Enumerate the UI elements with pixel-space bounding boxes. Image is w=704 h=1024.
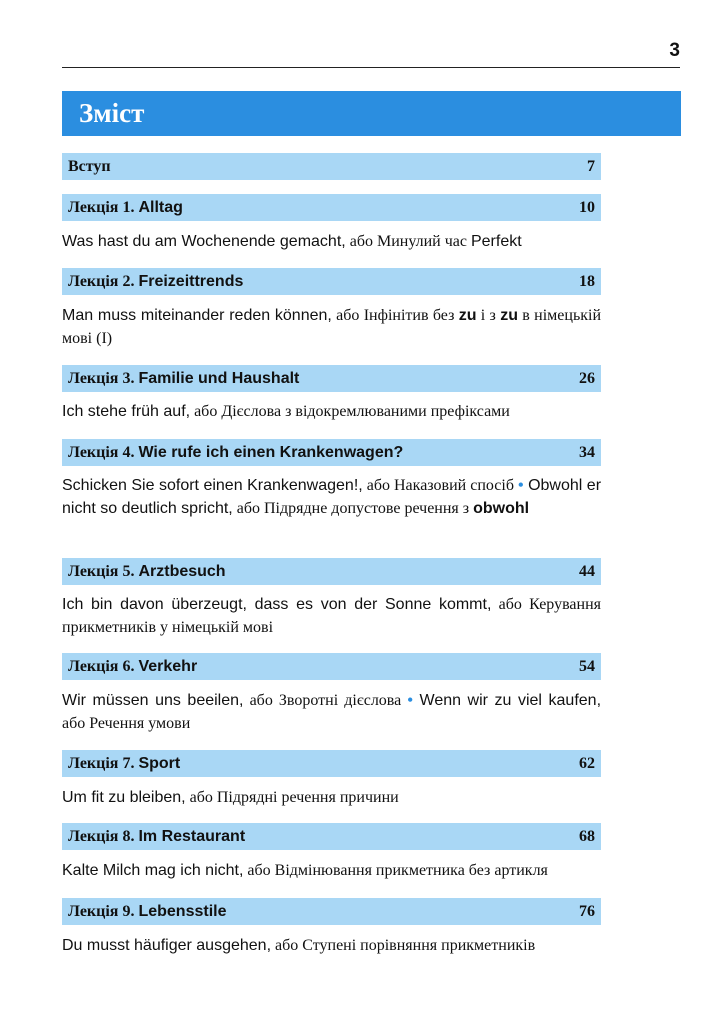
toc-page-number: 68 [579, 827, 595, 845]
toc-entry-title: Лекція 2. Freizeittrends [68, 272, 244, 290]
toc-entry-lecture-4[interactable] [62, 439, 601, 466]
toc-entry-description: Kalte Milch mag ich nicht, або Відмінювання прикметника без артикля [62, 862, 548, 879]
toc-page-number: 54 [579, 657, 595, 675]
toc-entry-title: Лекція 5. Arztbesuch [68, 562, 226, 580]
toc-page-number: 26 [579, 369, 595, 387]
toc-entry-title: Лекція 8. Im Restaurant [68, 827, 246, 845]
toc-entry-lecture-1[interactable] [62, 194, 601, 221]
toc-entry-description: Schicken Sie sofort einen Krankenwagen!, або Наказовий спосіб • Obwohl er nicht so deutlich spricht, або Підрядне допустове речення з obwohl [62, 477, 602, 517]
toc-entry-title: Лекція 6. Verkehr [68, 657, 198, 675]
toc-page-number: 44 [579, 562, 595, 580]
contents-title: Зміст [79, 98, 145, 128]
bullet-icon: • [518, 477, 524, 494]
toc-page-number: 76 [579, 902, 595, 920]
toc-entry-lecture-2[interactable] [62, 268, 601, 295]
toc-entry-intro[interactable] [62, 153, 601, 180]
header-rule [62, 67, 680, 68]
toc-page-number: 18 [579, 272, 595, 290]
toc-entry-description: Was hast du am Wochenende gemacht, або Минулий час Perfekt [62, 233, 522, 250]
toc-entry-title: Лекція 7. Sport [68, 754, 181, 772]
toc-entry-title: Лекція 4. Wie rufe ich einen Krankenwagen? [68, 443, 404, 461]
toc-page-number: 62 [579, 754, 595, 772]
toc-entry-description: Um fit zu bleiben, або Підрядні речення причини [62, 789, 399, 806]
page-number: 3 [669, 40, 680, 61]
toc-entry-description: Wir müssen uns beeilen, або Зворотні дієслова • Wenn wir zu viel kaufen, або Речення умови [62, 692, 602, 732]
toc-page-number: 7 [587, 157, 595, 175]
toc-entry-description: Du musst häufiger ausgehen, або Ступені порівняння прикметників [62, 937, 536, 954]
toc-entry-title: Вступ [68, 157, 111, 175]
toc-entry-lecture-7[interactable] [62, 750, 601, 777]
toc-entry-title: Лекція 9. Lebensstile [68, 902, 227, 920]
contents-heading [62, 91, 681, 136]
toc-entry-description: Man muss miteinander reden können, або Інфінітив без zu і з zu в німецькій мові (І) [62, 307, 602, 347]
toc-entry-lecture-6[interactable] [62, 653, 601, 680]
toc-page-number: 34 [579, 443, 595, 461]
bullet-icon: • [407, 692, 413, 709]
toc-entry-lecture-3[interactable] [62, 365, 601, 392]
toc-entry-title: Лекція 3. Familie und Haushalt [68, 369, 300, 387]
toc-page-number: 10 [579, 198, 595, 216]
toc-entry-description: Ich bin davon überzeugt, dass es von der Sonne kommt, або Керування прикметників у німецькій мові [62, 596, 602, 636]
toc-entry-lecture-5[interactable] [62, 558, 601, 585]
toc-entry-title: Лекція 1. Alltag [68, 198, 183, 216]
toc-entry-lecture-8[interactable] [62, 823, 601, 850]
toc-entry-description: Ich stehe früh auf, або Дієслова з відокремлюваними префіксами [62, 403, 510, 420]
toc-entry-lecture-9[interactable] [62, 898, 601, 925]
